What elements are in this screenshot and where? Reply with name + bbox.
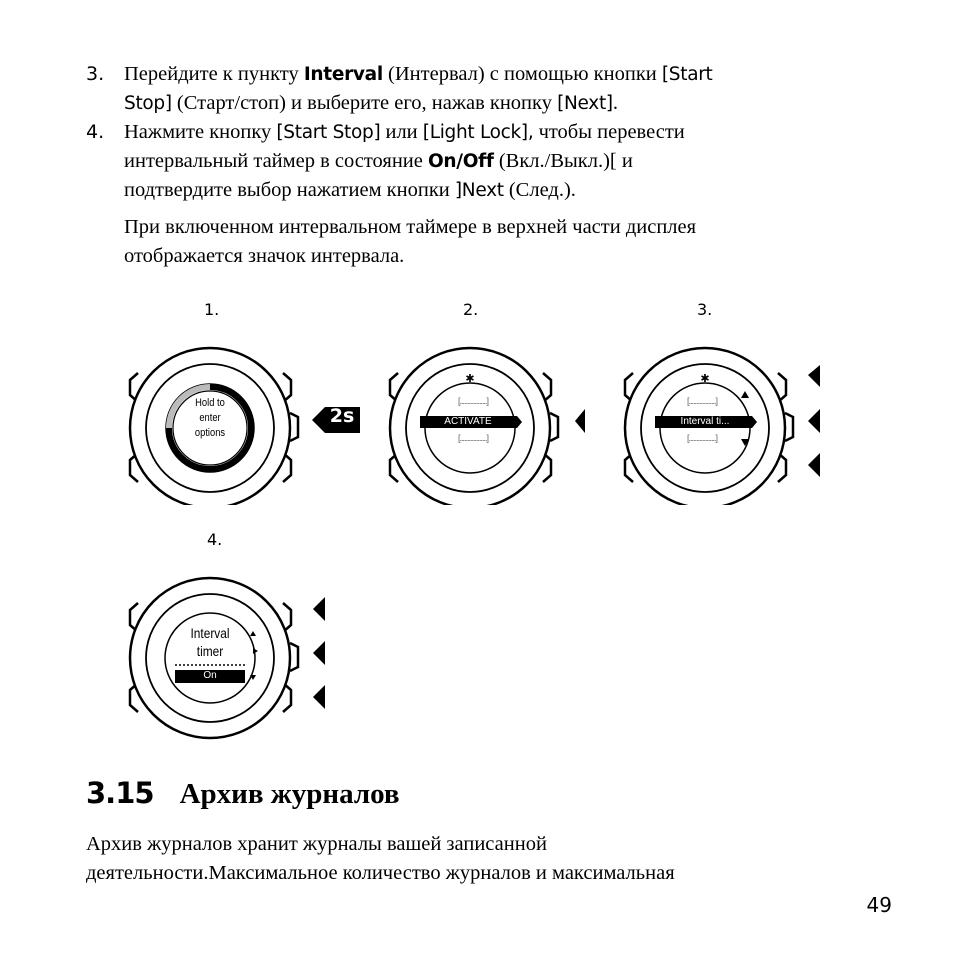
- section-body: [86, 830, 675, 888]
- selected-menu-item: Interval ti...: [680, 416, 730, 427]
- body-line: деятельности.Максимальное количество журналов и максимальная: [86, 862, 675, 884]
- menu-placeholder: [..................]: [457, 433, 488, 443]
- page-number: 49: [866, 893, 892, 917]
- button-name: [Light Lock],: [422, 122, 534, 143]
- text: (Вкл./Выкл.)[ и: [493, 150, 633, 172]
- text: чтобы перевести: [533, 121, 685, 143]
- button-name: Stop]: [124, 93, 172, 114]
- text: подтвердите выбор нажатием кнопки: [124, 179, 455, 201]
- menu-placeholder: [..................]: [457, 396, 488, 406]
- text: Нажмите кнопку: [124, 121, 277, 143]
- text: Перейдите к пункту: [124, 63, 304, 85]
- figure-label-4: 4.: [207, 530, 223, 549]
- button-name: [Next]: [557, 93, 613, 114]
- button-name: [Start Stop]: [276, 122, 381, 143]
- section-number: 3.15: [86, 776, 154, 810]
- body-line: Архив журналов хранит журналы вашей записанной: [86, 833, 547, 855]
- ui-term: Interval: [303, 64, 383, 85]
- menu-placeholder: [..................]: [686, 433, 717, 443]
- screen-line: Hold to: [195, 397, 225, 409]
- svg-text:✱: ✱: [465, 372, 475, 385]
- screen-line: enter: [199, 412, 221, 424]
- watch-4-screen-title: [180, 624, 240, 660]
- watch-illustration-2: [380, 325, 590, 505]
- text: (Интервал) с помощью кнопки: [382, 63, 662, 85]
- hold-duration-badge: 2s: [329, 405, 355, 427]
- figure-label-2: 2.: [463, 300, 479, 319]
- button-name: [Start: [661, 64, 713, 85]
- note-line: отображается значок интервала.: [124, 245, 405, 267]
- ui-term: On/Off: [428, 151, 494, 172]
- section-heading: [86, 776, 400, 811]
- step-number: 4.: [86, 121, 105, 143]
- text: (Старт/стоп) и выберите его, нажав кнопку: [171, 92, 558, 114]
- menu-placeholder: [..................]: [686, 396, 717, 406]
- step-text: [124, 60, 844, 118]
- text: (След.).: [503, 179, 576, 201]
- screen-line: timer: [196, 643, 224, 659]
- text: интервальный таймер в состояние: [124, 150, 428, 172]
- screen-line: Interval: [190, 625, 230, 641]
- screen-line: options: [194, 427, 226, 439]
- figure-label-3: 3.: [697, 300, 713, 319]
- figure-label-1: 1.: [204, 300, 220, 319]
- step-text: [124, 118, 844, 271]
- note-line: При включенном интервальном таймере в верхней части дисплея: [124, 216, 697, 238]
- section-title: Архив журналов: [179, 778, 400, 810]
- button-name: ]Next: [454, 180, 504, 201]
- text: .: [612, 92, 618, 114]
- watch-illustration-3: [615, 325, 830, 505]
- note: [124, 213, 844, 271]
- selected-menu-item: ACTIVATE: [444, 416, 492, 427]
- text: или: [380, 121, 423, 143]
- selected-value: On: [203, 670, 217, 681]
- watch-1-screen: [185, 396, 236, 441]
- step-number: 3.: [86, 63, 105, 85]
- svg-text:✱: ✱: [700, 372, 710, 385]
